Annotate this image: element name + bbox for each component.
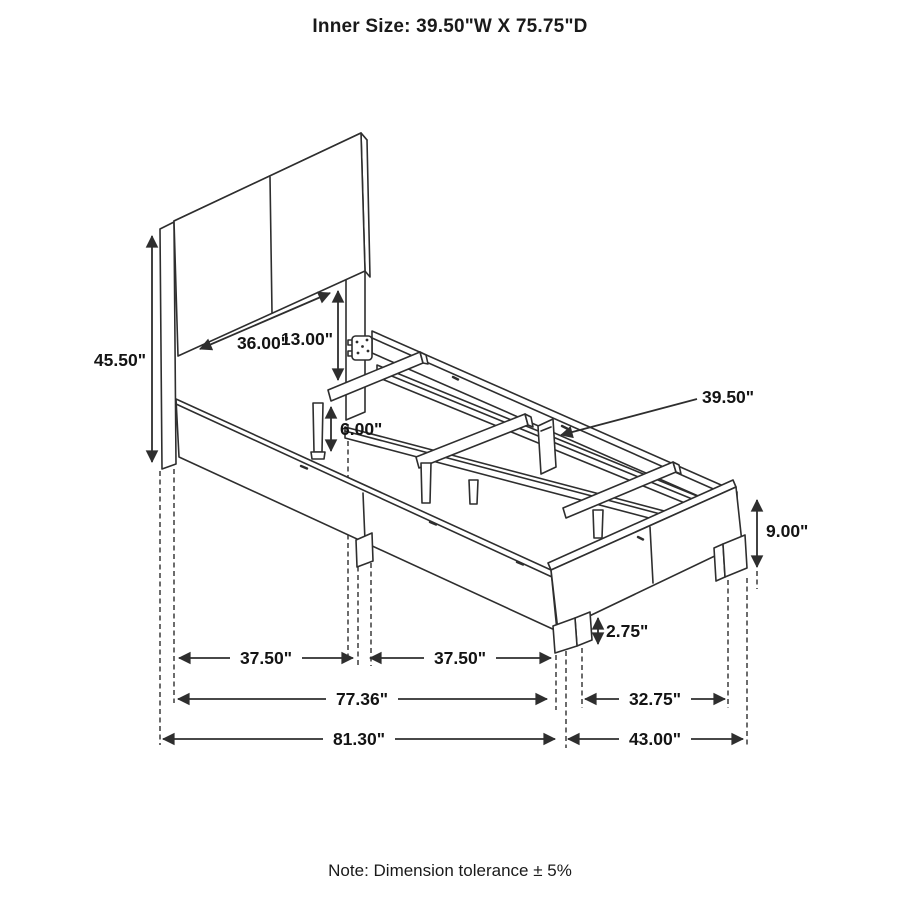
- dim-label-headboard-height: 45.50": [93, 350, 146, 370]
- slat-hanger-bracket: [538, 419, 556, 474]
- dim-label-footboard-height: 9.00": [766, 521, 809, 541]
- dim-label-foot-leg-spacing: 32.75": [628, 689, 682, 709]
- slat-1: [328, 352, 428, 401]
- dim-label-side-rail-length: 77.36": [335, 689, 389, 709]
- dim-label-slat-width: 39.50": [702, 387, 755, 407]
- dim-label-overall-width: 43.00": [628, 729, 682, 749]
- dim-label-center-leg: 6.00": [340, 419, 383, 439]
- dim-label-foot-leg: 2.75": [606, 621, 649, 641]
- dim-label-rail-segment-front: 37.50": [239, 648, 293, 668]
- dim-label-panel-gap: 13.00": [280, 329, 333, 349]
- slat-2: [416, 414, 533, 468]
- dim-label-overall-length: 81.30": [332, 729, 386, 749]
- headboard-panel: [174, 133, 365, 356]
- mid-rail-leg: [356, 533, 373, 567]
- rail-mounting-bracket: [348, 336, 372, 360]
- dim-label-panel-width: 36.00": [236, 333, 290, 353]
- diagram-title: Inner Size: 39.50"W X 75.75"D: [312, 16, 588, 37]
- dim-leader-slat-width: [561, 399, 697, 435]
- headboard-left-post: [160, 222, 176, 469]
- dim-label-rail-segment-rear: 37.50": [433, 648, 487, 668]
- tolerance-note: Note: Dimension tolerance ± 5%: [328, 861, 572, 880]
